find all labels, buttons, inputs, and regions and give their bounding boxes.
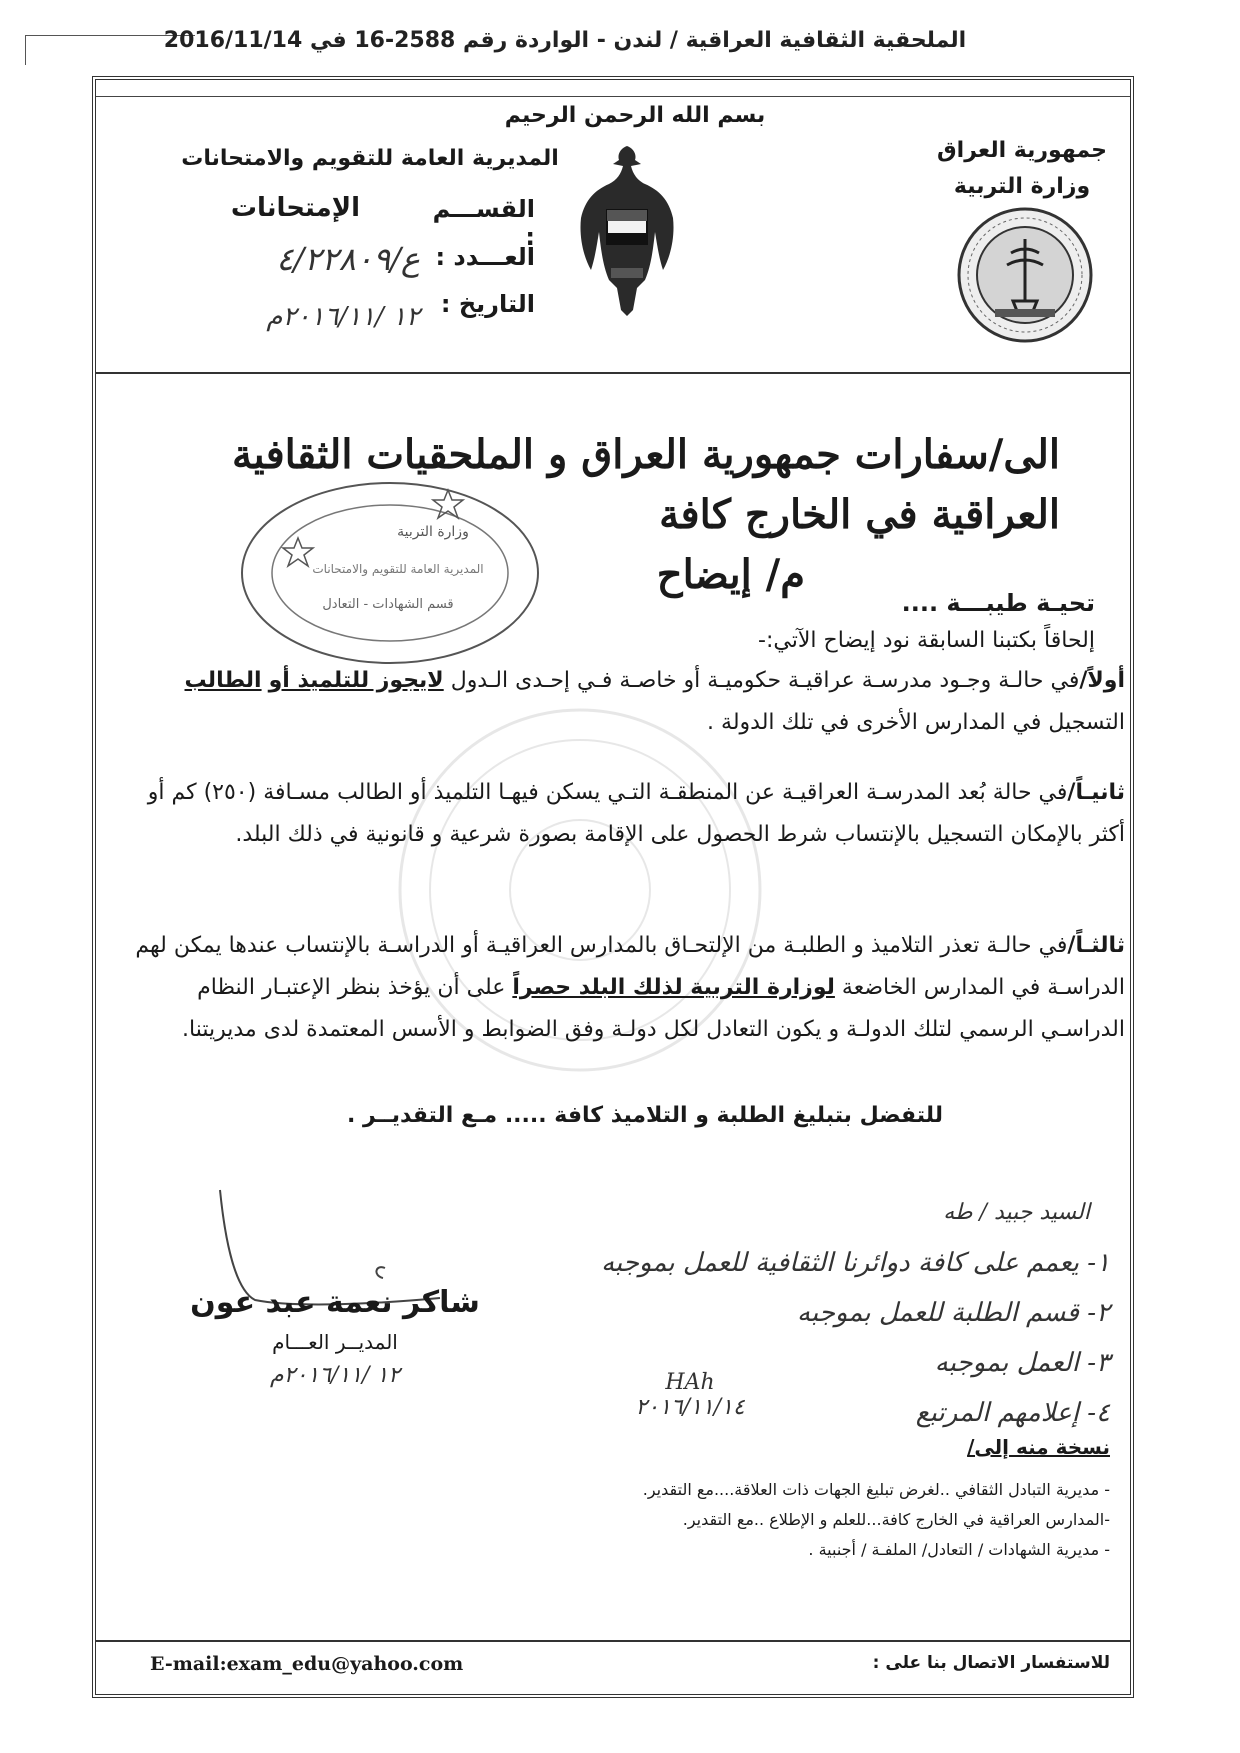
paragraph-label: أولاً/ [1079,668,1125,693]
note-item: ٣- العمل بموجبه [934,1348,1110,1378]
addressee-line: الى/سفارات جمهورية العراق و الملحقيات الثقافية العراقية في الخارج كافة [232,431,1060,538]
note-signature-date: ٢٠١٦/١١/١٤ [635,1395,745,1420]
stamp-line-3: قسم الشهادات - التعادل [322,597,454,612]
signatory-name: شاكر نعمة عبد عون [190,1285,480,1320]
paragraph-text: على أن يؤخذ بنظر الإعتبـار النظام الدراسـي الرسمي لتلك الدولـة و يكون التعادل لكل دولـة وفق الضوابط و الأسس المعتمدة لدى مديريتنا. [182,975,1125,1042]
paragraph-text: التسجيل في المدارس الأخرى في تلك الدولة . [707,710,1125,735]
ministry-name: وزارة التربية [953,174,1091,199]
stamp-line-2: المديرية العامة للتقويم والامتحانات [312,562,484,576]
paragraph-second [115,772,1125,856]
greeting: تحيـة طيبـــة .... [901,589,1095,617]
copy-to-item: - مديرية التبادل الثقافي ..لغرض تبليغ الجهات ذات العلاقة....مع التقدير. [642,1480,1110,1499]
section-value: الإمتحانات [230,193,360,223]
number-label: العـــدد : [435,243,535,271]
footer-divider [96,1640,1130,1642]
paragraph-text: في حالـة وجـود مدرسـة عراقيـة حكوميـة أو خاصـة فـي إحـدى الـدول [450,668,1080,693]
paragraph-text: في حالـة تعذر التلاميذ و الطلبـة من الإلتحـاق بالمدارس العراقيـة أو الدراسـة بالإنتساب عندها يمكن لهم الدراسـة في المدارس الخاضعة [135,933,1125,1000]
paragraph-label: ثانيـاً/ [1067,780,1125,805]
note-signature-mark: HAh [665,1370,715,1395]
date-value: ١٢ /٢٠١٦/١١م [266,302,420,332]
emphasis-text: الطالب [184,668,262,693]
copy-to-item: -المدارس العراقية في الخارج كافة...للعلم و الإطلاع ..مع التقدير. [682,1510,1110,1529]
note-item: ١- يعمم على كافة دوائرنا الثقافية للعمل بموجبه [601,1248,1110,1278]
signature-date: ١٢ /٢٠١٦/١١م [270,1363,400,1388]
closing-line: للتفضل بتبليغ الطلبة و التلاميذ كافة ..... مـع التقديــر . [347,1103,943,1128]
paragraph-first [115,660,1125,744]
handwritten-notes [470,1188,1110,1438]
footer-email: E-mail:exam_edu@yahoo.com [150,1653,464,1675]
section-label: القســـم : [432,195,535,251]
number-value: ع/٤/٢٢٨٠٩ [276,240,420,278]
footer-contact: للاستفسار الاتصال بنا على : [872,1653,1110,1673]
bismillah: بسم الله الرحمن الرحيم [504,103,766,128]
emphasis-text: لوزارة التربية لذلك البلد حصراً [512,975,835,1000]
note-item: ٢- قسم الطلبة للعمل بموجبه [797,1298,1110,1328]
star-icon [283,538,313,566]
republic-name: جمهورية العراق [937,138,1107,163]
department-stamp [238,478,543,668]
issuer-block [912,133,1132,205]
reference-middle: في [309,28,347,53]
stamp-line-1: وزارة التربية [397,524,469,540]
emphasis-text: لايجوز للتلميذ أو [268,668,444,693]
paragraph-label: ثالثـاً/ [1067,933,1125,958]
corner-line [25,35,26,65]
iraq-eagle-emblem-icon [565,140,690,320]
date-label: التاريخ : [440,290,535,318]
incoming-reference [150,28,980,53]
frame-inner-line [96,96,1130,97]
copy-to-list [510,1475,1110,1565]
signatory-title: المديــر العـــام [272,1330,398,1354]
note-item: ٤- إعلامهم المرتبع [915,1398,1110,1428]
reference-date: 2016/11/14 [163,28,303,53]
copy-to-heading: نسخة منه إلى/ [967,1435,1110,1459]
reference-prefix: الملحقية الثقافية العراقية / لندن - الواردة رقم [462,28,967,53]
ministry-seal-icon [955,205,1095,345]
note-signature [600,1370,780,1420]
paragraph-text: في حالة بُعد المدرسـة العراقيـة عن المنطقـة التـي يسكن فيهـا التلميذ أو الطالب مسـافة (٢٥٠) كم أو أكثر بالإمكان التسجيل بالإنتساب شرط الحصول على الإقامة بصورة شرعية و قانونية في ذلك البلد. [147,780,1125,847]
intro-line: إلحاقاً بكتبنا السابقة نود إيضاح الآتي:- [758,628,1095,653]
paragraph-third [115,925,1125,1051]
header-divider [96,372,1130,374]
reference-number: 2588-16 [354,28,456,53]
directorate-name: المديرية العامة للتقويم والامتحانات [181,146,559,171]
subject-line: م/ إيضاح [656,551,805,598]
copy-to-item: - مديرية الشهادات / التعادل/ الملفـة / أجنبية . [808,1540,1110,1559]
note-addressee: السيد جبيد / طه [943,1200,1090,1225]
